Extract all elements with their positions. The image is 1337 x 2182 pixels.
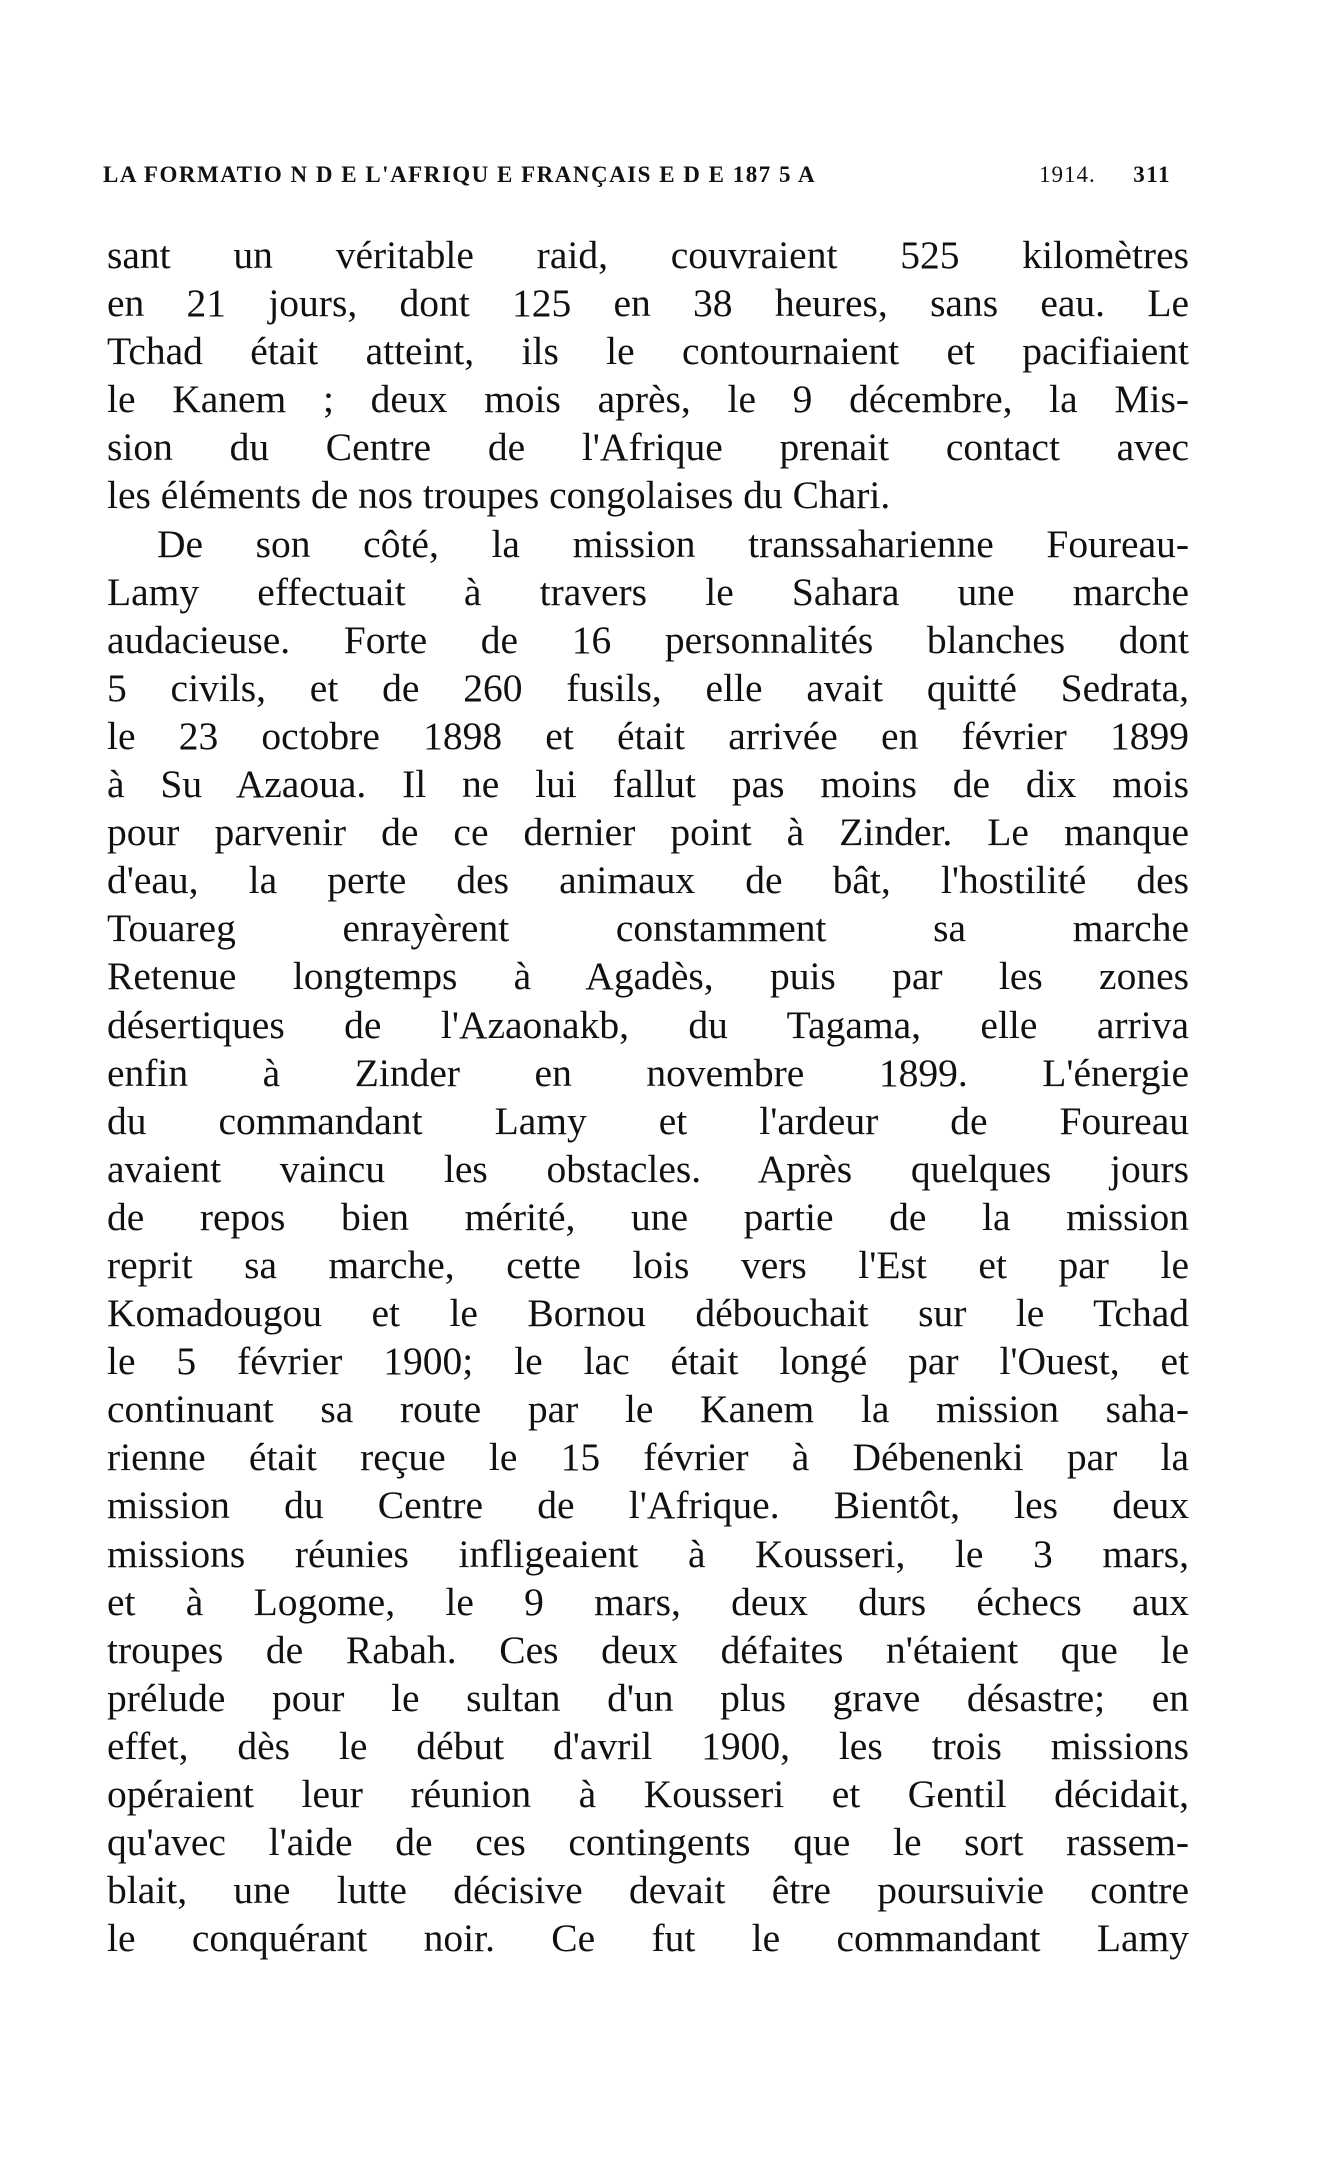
text-line: De son côté, la mission transsaharienne Foureau- — [157, 521, 1189, 566]
text-line: du commandant Lamy et l'ardeur de Foureau — [107, 1098, 1189, 1143]
text-line: 5 civils, et de 260 fusils, elle avait quitté Sedrata, — [107, 665, 1189, 710]
text-line: audacieuse. Forte de 16 personnalités blanches dont — [107, 617, 1189, 662]
text-line: en 21 jours, dont 125 en 38 heures, sans eau. Le — [107, 281, 1189, 326]
text-line: opéraient leur réunion à Kousseri et Gentil décidait, — [107, 1772, 1189, 1816]
text-line: Lamy effectuait à travers le Sahara une marche — [107, 569, 1189, 614]
text-line: et à Logome, le 9 mars, deux durs échecs aux — [107, 1579, 1189, 1624]
text-line: enfin à Zinder en novembre 1899. L'énergie — [107, 1050, 1189, 1095]
text-line: à Su Azaoua. Il ne lui fallut pas moins de dix mois — [107, 762, 1189, 807]
running-head — [103, 162, 1171, 194]
text-line: les éléments de nos troupes congolaises du Chari. — [107, 473, 891, 518]
text-line: effet, dès le début d'avril 1900, les trois missions — [107, 1723, 1189, 1768]
text-line: pour parvenir de ce dernier point à Zinder. Le manque — [107, 810, 1189, 855]
text-line: Tchad était atteint, ils le contournaient et pacifiaient — [107, 329, 1189, 374]
text-line: le 23 octobre 1898 et était arrivée en février 1899 — [107, 713, 1189, 758]
text-line: qu'avec l'aide de ces contingents que le sort rassem- — [107, 1820, 1189, 1865]
text-line: missions réunies infligeaient à Kousseri, le 3 mars, — [107, 1531, 1189, 1576]
text-line: mission du Centre de l'Afrique. Bientôt, les deux — [107, 1483, 1189, 1528]
text-line: de repos bien mérité, une partie de la mission — [107, 1194, 1189, 1239]
text-line: d'eau, la perte des animaux de bât, l'hostilité des — [107, 858, 1189, 903]
text-line: le Kanem ; deux mois après, le 9 décembre, la Mis- — [107, 377, 1189, 422]
body-text — [107, 231, 1189, 1962]
text-line: sion du Centre de l'Afrique prenait contact avec — [107, 425, 1189, 470]
text-line: sant un véritable raid, couvraient 525 kilomètres — [107, 233, 1189, 277]
text-line: reprit sa marche, cette lois vers l'Est et par le — [107, 1242, 1189, 1287]
text-line: prélude pour le sultan d'un plus grave désastre; en — [107, 1675, 1189, 1720]
text-line: blait, une lutte décisive devait être poursuivie contre — [107, 1868, 1189, 1913]
text-line: le 5 février 1900; le lac était longé par l'Ouest, et — [107, 1339, 1189, 1384]
running-head-title: LA FORMATIO N D E L'AFRIQU E FRANÇAIS E D E 187 5 A — [103, 162, 817, 187]
text-line: troupes de Rabah. Ces deux défaites n'étaient que le — [107, 1627, 1189, 1672]
text-line: avaient vaincu les obstacles. Après quelques jours — [107, 1146, 1189, 1191]
text-line: rienne était reçue le 15 février à Débenenki par la — [107, 1435, 1189, 1480]
text-line: désertiques de l'Azaonakb, du Tagama, elle arriva — [107, 1002, 1189, 1047]
text-line: Touareg enrayèrent constamment sa marche — [107, 906, 1189, 951]
running-head-year: 1914. — [1039, 162, 1096, 187]
text-line: Komadougou et le Bornou débouchait sur le Tchad — [107, 1291, 1189, 1336]
page-number: 311 — [1133, 162, 1171, 187]
text-line: Retenue longtemps à Agadès, puis par les zones — [107, 954, 1189, 999]
text-line: continuant sa route par le Kanem la mission saha- — [107, 1387, 1189, 1432]
text-line: le conquérant noir. Ce fut le commandant Lamy — [107, 1916, 1189, 1961]
